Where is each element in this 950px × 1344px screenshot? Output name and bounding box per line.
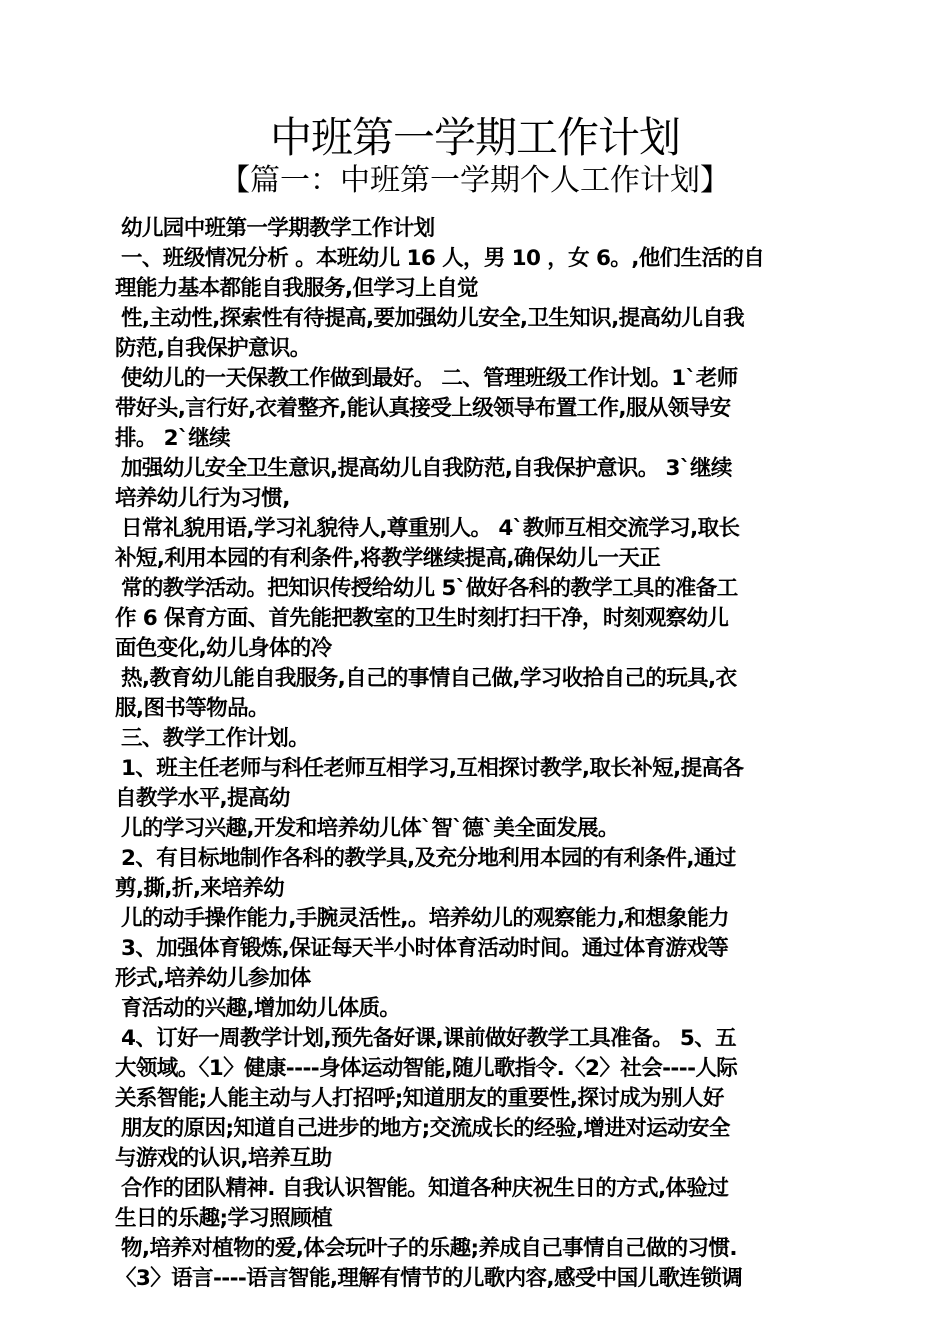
body-line: 理能力基本都能自我服务,但学习上自觉	[115, 276, 478, 301]
body-line: 面色变化,幼儿身体的冷	[115, 636, 332, 661]
body-line: 物,培养对植物的爱,体会玩叶子的乐趣;养成自己事情自己做的习惯.	[121, 1236, 737, 1261]
body-line: 作 6 保育方面、首先能把教室的卫生时刻打扫干净，时刻观察幼儿	[115, 606, 729, 631]
body-line: 育活动的兴趣,增加幼儿体质。	[121, 996, 401, 1021]
body-line: 与游戏的认识,培养互助	[115, 1146, 332, 1171]
body-line: 性,主动性,探索性有待提高,要加强幼儿安全,卫生知识,提高幼儿自我	[121, 306, 745, 331]
body-line: 〈3〉语言----语言智能,理解有情节的儿歌内容,感受中国儿歌连锁调	[115, 1266, 743, 1291]
body-line: 防范,自我保护意识。	[115, 336, 311, 361]
body-line: 常的教学活动。把知识传授给幼儿 5`做好各科的教学工具的准备工	[121, 576, 738, 601]
body-line: 儿的动手操作能力,手腕灵活性,。培养幼儿的观察能力,和想象能力	[121, 906, 729, 931]
body-line: 培养幼儿行为习惯,	[115, 486, 290, 511]
document-subtitle: 【篇一：中班第一学期个人工作计划】	[220, 163, 730, 198]
body-line: 1、班主任老师与科任老师互相学习,互相探讨教学,取长补短,提高各	[121, 756, 744, 781]
body-line: 加强幼儿安全卫生意识,提高幼儿自我防范,自我保护意识。 3`继续	[121, 456, 732, 481]
body-line: 排。 2`继续	[115, 426, 230, 451]
body-line: 形式,培养幼儿参加体	[115, 966, 311, 991]
document-body	[115, 214, 830, 1294]
document-title: 中班第一学期工作计划	[269, 113, 680, 162]
body-line: 带好头,言行好,衣着整齐,能认真接受上级领导布置工作,服从领导安	[115, 396, 731, 421]
body-line: 热,教育幼儿能自我服务,自己的事情自己做,学习收拾自己的玩具,衣	[121, 666, 737, 691]
body-line: 大领域。〈1〉健康----身体运动智能,随儿歌指令.〈2〉社会----人际	[115, 1056, 738, 1081]
body-line: 4、订好一周教学计划,预先备好课,课前做好教学工具准备。 5、五	[121, 1026, 737, 1051]
body-line: 合作的团队精神. 自我认识智能。知道各种庆祝生日的方式,体验过	[121, 1176, 729, 1201]
body-line: 三、教学工作计划。	[121, 726, 310, 751]
body-line: 儿的学习兴趣,开发和培养幼儿体`智`德`美全面发展。	[121, 816, 619, 841]
body-line: 剪,撕,折,来培养幼	[115, 876, 285, 901]
body-line: 生日的乐趣;学习照顾植	[115, 1206, 332, 1231]
body-line: 朋友的原因;知道自己进步的地方;交流成长的经验,增进对运动安全	[121, 1116, 730, 1141]
body-line: 使幼儿的一天保教工作做到最好。 二、管理班级工作计划。1`老师	[121, 366, 738, 391]
body-line: 自教学水平,提高幼	[115, 786, 290, 811]
body-line: 关系智能;人能主动与人打招呼;知道朋友的重要性,探讨成为别人好	[115, 1086, 724, 1111]
body-line: 服,图书等物品。	[115, 696, 269, 721]
body-line: 一、班级情况分析 。本班幼儿 16 人，男 10 ，女 6。,他们生活的自	[121, 246, 765, 271]
body-line: 补短,利用本园的有利条件,将教学继续提高,确保幼儿一天正	[115, 546, 661, 571]
body-line: 3、加强体育锻炼,保证每天半小时体育活动时间。通过体育游戏等	[121, 936, 729, 961]
body-line: 幼儿园中班第一学期教学工作计划	[121, 216, 435, 241]
body-line: 2、有目标地制作各科的教学具,及充分地利用本园的有利条件,通过	[121, 846, 736, 871]
body-line: 日常礼貌用语,学习礼貌待人,尊重别人。 4`教师互相交流学习,取长	[121, 516, 740, 541]
